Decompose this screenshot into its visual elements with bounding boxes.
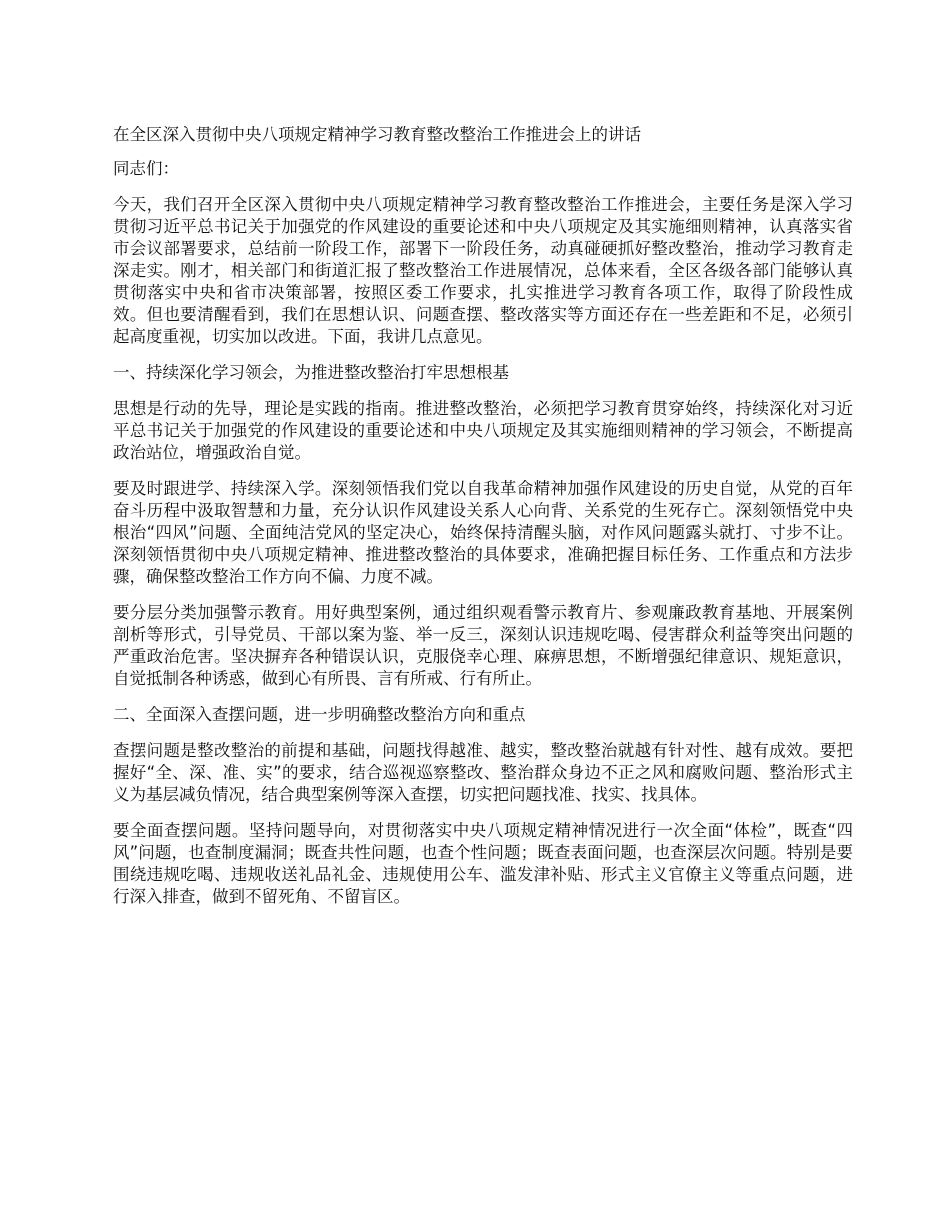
paragraph: 要分层分类加强警示教育。用好典型案例，通过组织观看警示教育片、参观廉政教育基地、开展案例剖析等形式，引导党员、干部以案为鉴、举一反三，深刻认识违规吃喝、侵害群众利益等突出问题的严重政治危害。坚决摒弃各种错误认识，克服侥幸心理、麻痹思想，不断增强纪律意识、规矩意识，自觉抵制各种诱惑，做到心有所畏、言有所戒、行有所止。 <box>113 603 853 688</box>
paragraph-intro: 今天，我们召开全区深入贯彻中央八项规定精神学习教育整改整治工作推进会，主要任务是深入学习贯彻习近平总书记关于加强党的作风建设的重要论述和中央八项规定及其实施细则精神，认真落实省市会议部署要求，总结前一阶段工作，部署下一阶段任务，动真碰硬抓好整改整治，推动学习教育走深走实。刚才，相关部门和街道汇报了整改整治工作进展情况，总体来看，全区各级各部门能够认真贯彻落实中央和省市决策部署，按照区委工作要求，扎实推进学习教育各项工作，取得了阶段性成效。但也要清醒看到，我们在思想认识、问题查摆、整改落实等方面还存在一些差距和不足，必须引起高度重视，切实加以改进。下面，我讲几点意见。 <box>113 195 853 346</box>
section-heading-1: 一、持续深化学习领会，为推进整改整治打牢思想根基 <box>113 363 509 382</box>
paragraph: 思想是行动的先导，理论是实践的指南。推进整改整治，必须把学习教育贯穿始终，持续深化对习近平总书记关于加强党的作风建设的重要论述和中央八项规定及其实施细则精神的学习领会，不断提高政治站位，增强政治自觉。 <box>113 399 853 462</box>
salutation: 同志们： <box>113 159 179 178</box>
paragraph: 要全面查摆问题。坚持问题导向，对贯彻落实中央八项规定精神情况进行一次全面“体检”，既查“四风”问题，也查制度漏洞；既查共性问题，也查个性问题；既查表面问题，也查深层次问题。特别是要围绕违规吃喝、违规收送礼品礼金、违规使用公车、滥发津补贴、形式主义官僚主义等重点问题，进行深入排查，做到不留死角、不留盲区。 <box>113 821 853 906</box>
section-heading-2: 二、全面深入查摆问题，进一步明确整改整治方向和重点 <box>113 705 526 724</box>
document-body <box>113 124 853 922</box>
document-title: 在全区深入贯彻中央八项规定精神学习教育整改整治工作推进会上的讲话 <box>113 125 641 144</box>
paragraph: 要及时跟进学、持续深入学。深刻领悟我们党以自我革命精神加强作风建设的历史自觉，从党的百年奋斗历程中汲取智慧和力量，充分认识作风建设关系人心向背、关系党的生死存亡。深刻领悟党中央根治“四风”问题、全面纯洁党风的坚定决心，始终保持清醒头脑，对作风问题露头就打、寸步不让。深刻领悟贯彻中央八项规定精神、推进整改整治的具体要求，准确把握目标任务、工作重点和方法步骤，确保整改整治工作方向不偏、力度不减。 <box>113 479 853 586</box>
paragraph: 查摆问题是整改整治的前提和基础，问题找得越准、越实，整改整治就越有针对性、越有成效。要把握好“全、深、准、实”的要求，结合巡视巡察整改、整治群众身边不正之风和腐败问题、整治形式主义为基层减负情况，结合典型案例等深入查摆，切实把问题找准、找实、找具体。 <box>113 741 853 804</box>
